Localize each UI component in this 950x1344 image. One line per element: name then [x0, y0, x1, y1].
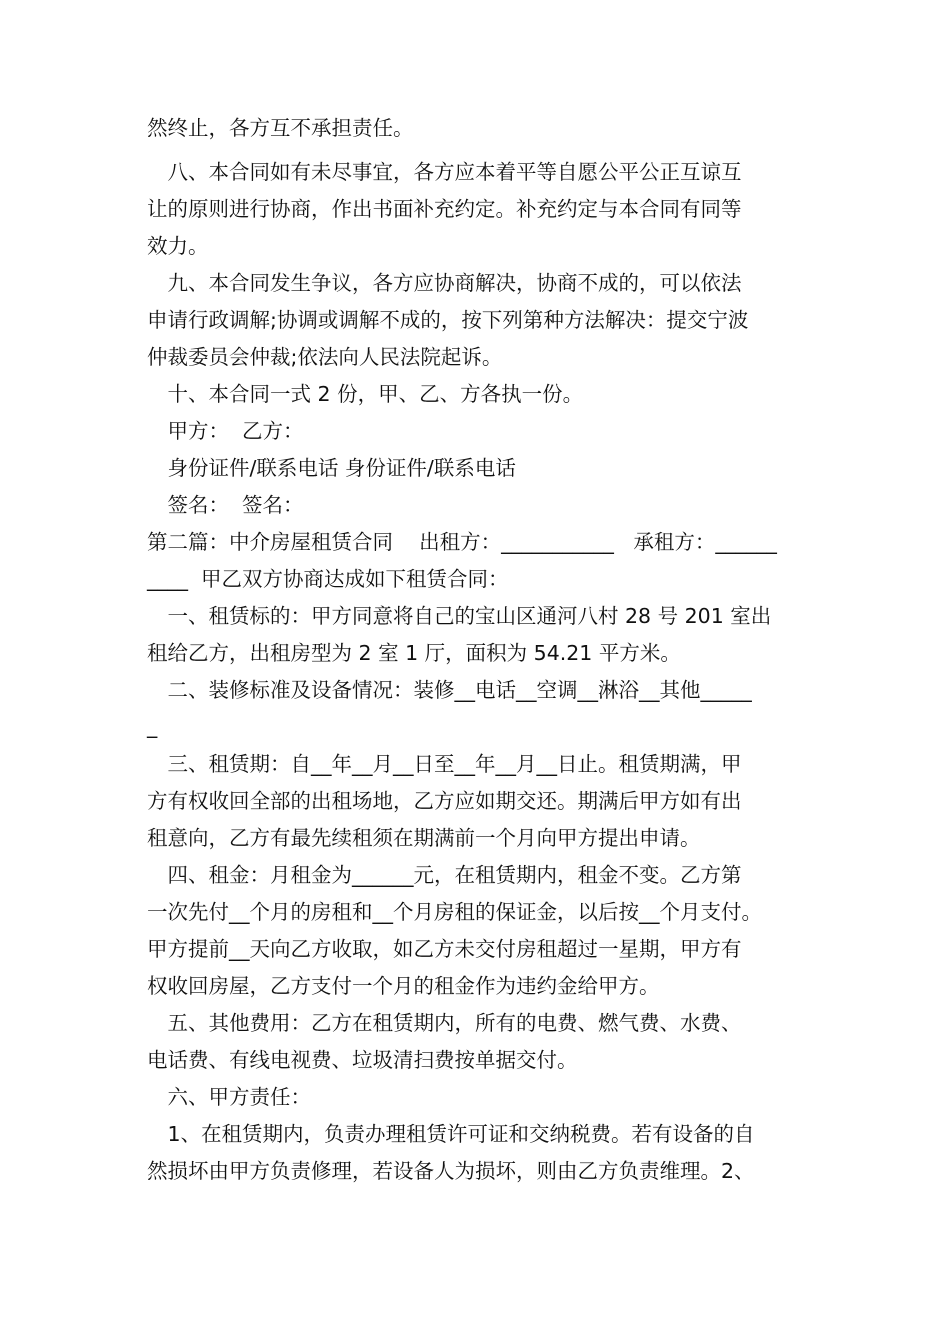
- text-line: 一、租赁标的：甲方同意将自己的宝山区通河八村 28 号 201 室出: [147, 604, 772, 628]
- text-line: 甲方： 乙方：: [147, 419, 304, 443]
- text-line: 电话费、有线电视费、垃圾清扫费按单据交付。: [147, 1048, 578, 1072]
- text-line: 租意向，乙方有最先续租须在期满前一个月向甲方提出申请。: [147, 826, 701, 850]
- text-line: 五、其他费用：乙方在租赁期内，所有的电费、燃气费、水费、: [147, 1011, 742, 1035]
- text-line: 一次先付__个月的房租和__个月房租的保证金，以后按__个月支付。: [147, 900, 762, 924]
- text-line: 二、装修标准及设备情况：装修__电话__空调__淋浴__其他_____: [147, 678, 752, 702]
- text-line: 甲方提前__天向乙方收取，如乙方未交付房租超过一星期，甲方有: [147, 937, 742, 961]
- text-line: 权收回房屋，乙方支付一个月的租金作为违约金给甲方。: [147, 974, 660, 998]
- text-line: 1、在租赁期内，负责办理租赁许可证和交纳税费。若有设备的自: [147, 1122, 755, 1146]
- text-line: _: [147, 714, 158, 738]
- text-line: 签名： 签名：: [147, 493, 304, 517]
- text-line: 六、甲方责任：: [147, 1085, 311, 1109]
- text-line: 八、本合同如有未尽事宜，各方应本着平等自愿公平公正互谅互: [147, 160, 742, 184]
- text-line: 第二篇：中介房屋租赁合同 出租方：___________ 承租方：______: [147, 530, 777, 554]
- text-line: 十、本合同一式 2 份，甲、乙、方各执一份。: [147, 382, 584, 406]
- text-line: 然终止，各方互不承担责任。: [147, 116, 414, 140]
- text-line: 然损坏由甲方负责修理，若设备人为损坏，则由乙方负责维理。2、: [147, 1159, 755, 1183]
- text-line: 效力。: [147, 234, 209, 258]
- text-line: 申请行政调解;协调或调解不成的，按下列第种方法解决：提交宁波: [147, 308, 749, 332]
- text-line: 四、租金：月租金为______元，在租赁期内，租金不变。乙方第: [147, 863, 742, 887]
- text-line: 仲裁委员会仲裁;依法向人民法院起诉。: [147, 345, 503, 369]
- text-line: 九、本合同发生争议，各方应协商解决，协商不成的，可以依法: [147, 271, 742, 295]
- text-line: 让的原则进行协商，作出书面补充约定。补充约定与本合同有同等: [147, 197, 742, 221]
- text-line: 身份证件/联系电话 身份证件/联系电话: [147, 456, 516, 480]
- text-line: 方有权收回全部的出租场地，乙方应如期交还。期满后甲方如有出: [147, 789, 742, 813]
- text-line: 三、租赁期：自__年__月__日至__年__月__日止。租赁期满，甲: [147, 752, 742, 776]
- text-line: ____ 甲乙双方协商达成如下租赁合同：: [147, 567, 509, 591]
- text-line: 租给乙方，出租房型为 2 室 1 厅，面积为 54.21 平方米。: [147, 641, 681, 665]
